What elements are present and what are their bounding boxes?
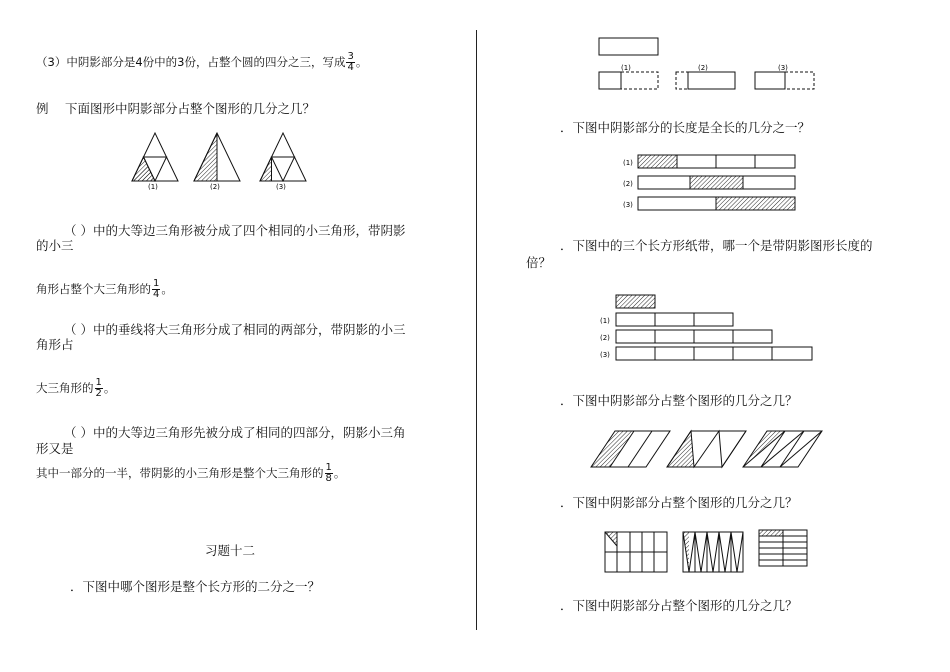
strip-2	[616, 330, 772, 343]
grid-2	[683, 532, 743, 572]
triangle-label-3: (3)	[276, 183, 286, 191]
triangle-3	[260, 133, 306, 181]
half-rectangles-figure	[598, 36, 818, 96]
para-3-line-3: 其中一部分的一半，带阴影的小三角形是整个大三角形的 $\frac{1}{8}$ 。	[36, 462, 346, 484]
para-1-line-2: 的小三	[36, 238, 74, 253]
bar-label-3: (3)	[623, 201, 633, 209]
triangle-1	[132, 133, 178, 181]
example-heading: 例 下面图形中阴影部分占整个图形的几分之几？	[36, 101, 315, 116]
fraction-1-4: $\frac{1}{4}$	[153, 278, 160, 300]
bar-label-2: (2)	[623, 180, 633, 188]
parallelogram-2	[667, 431, 746, 467]
question-3-line-2: 倍？	[526, 255, 552, 270]
bar-label-1: (1)	[623, 159, 633, 167]
rect-label-2: (2)	[698, 64, 708, 72]
question-5: ．下图中阴影部分占整个图形的几分之几？	[560, 495, 798, 510]
section-title: 习题十二	[205, 543, 256, 558]
parallelogram-1	[591, 431, 670, 467]
grids-figure	[604, 528, 824, 576]
question-2: ．下图中阴影部分的长度是全长的几分之一？	[560, 120, 811, 135]
strip-1	[616, 313, 733, 326]
fraction-1-2: $\frac{1}{2}$	[95, 377, 102, 399]
strip-label-3: (3)	[600, 351, 610, 359]
item-3-text: （3）中阴影部分是4份中的3份，占整个圆的四分之三，写成	[36, 55, 346, 69]
parallelograms-figure	[590, 430, 830, 470]
para-2-line-1: （ ）中的垂线将大三角形分成了相同的两部分，带阴影的小三	[64, 322, 406, 337]
question-1: ．下图中哪个图形是整个长方形的二分之一？	[70, 579, 321, 594]
bar-2	[638, 176, 795, 189]
paper-strips-figure	[600, 293, 820, 363]
triangle-label-2: (2)	[210, 183, 220, 191]
rect-label-1: (1)	[621, 64, 631, 72]
para-2-line-3: 大三角形的 $\frac{1}{2}$ 。	[36, 377, 116, 399]
para-1-line-1: （ ）中的大等边三角形被分成了四个相同的小三角形，带阴影	[64, 223, 406, 238]
rect-label-3: (3)	[778, 64, 788, 72]
triangle-2	[194, 133, 240, 181]
fraction-1-8: $\frac{1}{8}$	[325, 462, 332, 484]
item-3-line: （3）中阴影部分是4份中的3份，占整个圆的四分之三，写成 $\frac{3}{4}$ 。	[36, 51, 368, 73]
strip-label-1: (1)	[600, 317, 610, 325]
para-3-line-1: （ ）中的大等边三角形先被分成了相同的四部分，阴影小三角	[64, 425, 406, 440]
grid-1	[605, 532, 667, 572]
strip-label-2: (2)	[600, 334, 610, 342]
bar-1	[638, 155, 795, 168]
para-3-line-2: 形又是	[36, 441, 74, 456]
question-4: ．下图中阴影部分占整个图形的几分之几？	[560, 393, 798, 408]
question-3-line-1: ．下图中的三个长方形纸带，哪一个是带阴影图形长度的	[560, 238, 873, 253]
grid-3	[759, 530, 807, 566]
para-1-line-3: 角形占整个大三角形的 $\frac{1}{4}$ 。	[36, 278, 173, 300]
column-divider	[476, 30, 477, 630]
para-2-line-2: 角形占	[36, 337, 74, 352]
strip-3	[616, 347, 812, 360]
bar-3	[638, 197, 795, 210]
triangle-label-1: (1)	[148, 183, 158, 191]
triangles-figure	[128, 131, 308, 191]
parallelogram-3	[743, 431, 822, 467]
fraction-3-4: $\frac{3}{4}$	[347, 51, 354, 73]
length-bars-figure	[623, 153, 803, 213]
question-6: ．下图中阴影部分占整个图形的几分之几？	[560, 598, 798, 613]
